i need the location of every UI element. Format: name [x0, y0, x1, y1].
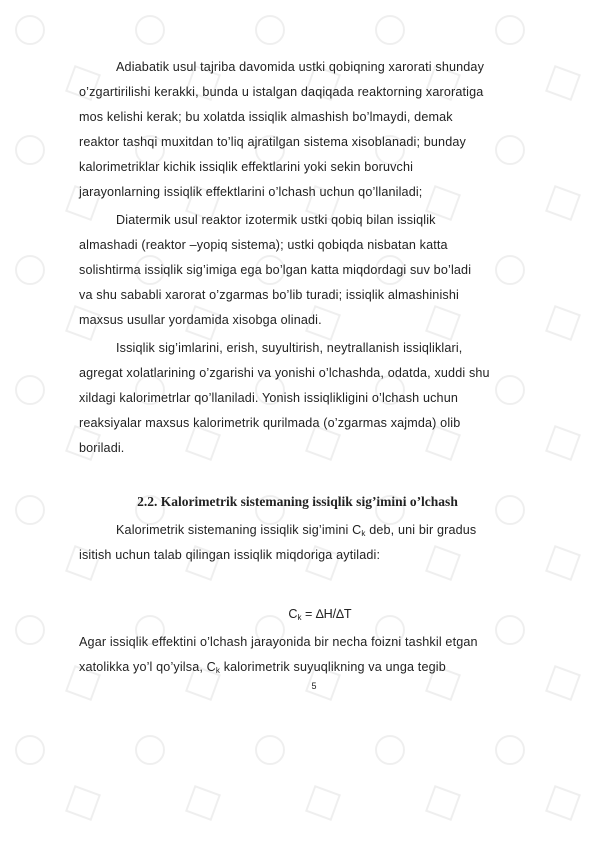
paragraph-2-line-5: maxsus usullar yordamida xisobga olinadi.: [79, 313, 322, 327]
paragraph-4-line-1-rest: deb, uni bir gradus: [365, 523, 477, 537]
paragraph-1-line-3: mos kelishi kerak; bu xolatda issiqlik almashish bo’lmaydi, demak: [79, 110, 453, 124]
paragraph-1-line-5: kalorimetriklar kichik issiqlik effektlarini yoki sekin boruvchi: [79, 160, 414, 174]
paragraph-4-line-1-text: Kalorimetrik sistemaning issiqlik sig’imini C: [116, 523, 362, 537]
formula-lhs: C: [288, 607, 298, 621]
paragraph-2-line-4: va shu sababli xarorat o’zgarmas bo’lib turadi; issiqlik almashinishi: [79, 288, 459, 302]
formula-rhs: = ∆H/∆T: [301, 607, 352, 621]
page-number: 5: [311, 681, 317, 691]
paragraph-4-line-2: isitish uchun talab qilingan issiqlik miqdoriga aytiladi:: [79, 548, 381, 562]
section-heading: 2.2. Kalorimetrik sistemaning issiqlik sig’imini o’lchash: [137, 494, 458, 509]
paragraph-4-line-1-subscript: k: [361, 529, 366, 538]
paragraph-1-line-4: reaktor tashqi muxitdan to’liq ajratilgan sistema xisoblanadi; bunday: [79, 135, 466, 149]
paragraph-5-line-2: [79, 659, 446, 679]
paragraph-2-line-1: Diatermik usul reaktor izotermik ustki qobiq bilan issiqlik: [116, 213, 436, 227]
paragraph-5-line-1: Agar issiqlik effektini o’lchash jarayonida bir necha foizni tashkil etgan: [79, 635, 478, 649]
formula-heat-capacity: [0, 606, 595, 626]
formula-lhs-subscript: k: [297, 613, 302, 622]
paragraph-1-line-6: jarayonlarning issiqlik effektlarini o’lchash uchun qo’llaniladi;: [79, 185, 423, 199]
paragraph-3-line-5: boriladi.: [79, 441, 125, 455]
paragraph-2-line-2: almashadi (reaktor –yopiq sistema); ustki qobiqda nisbatan katta: [79, 238, 448, 252]
paragraph-5-line-2-subscript: k: [215, 666, 221, 675]
paragraph-3-line-1: Issiqlik sig’imlarini, erish, suyultirish, neytrallanish issiqliklari,: [116, 341, 463, 355]
paragraph-1-line-2: o’zgartirilishi kerakki, bunda u istalgan daqiqada reaktorning xaroratiga: [79, 85, 484, 99]
paragraph-2-line-3: solishtirma issiqlik sig’imiga ega bo’lgan katta miqdordagi suv bo’ladi: [79, 263, 472, 277]
paragraph-5-line-2-text: xatolikka yo’l qo’yilsa, C: [79, 660, 216, 674]
paragraph-3-line-3: xildagi kalorimetrlar qo’llaniladi. Yonish issiqlikligini o’lchash uchun: [79, 391, 459, 405]
paragraph-5-line-2-rest: kalorimetrik suyuqlikning va unga tegib: [220, 660, 446, 674]
paragraph-3-line-2: agregat xolatlarining o’zgarishi va yonishi o’lchashda, odatda, xuddi shu: [79, 366, 490, 380]
paragraph-3-line-4: reaksiyalar maxsus kalorimetrik qurilmada (o’zgarmas xajmda) olib: [79, 416, 461, 430]
paragraph-1-line-1: Adiabatik usul tajriba davomida ustki qobiqning xarorati shunday: [116, 60, 485, 74]
paragraph-4-line-1: [116, 522, 476, 542]
